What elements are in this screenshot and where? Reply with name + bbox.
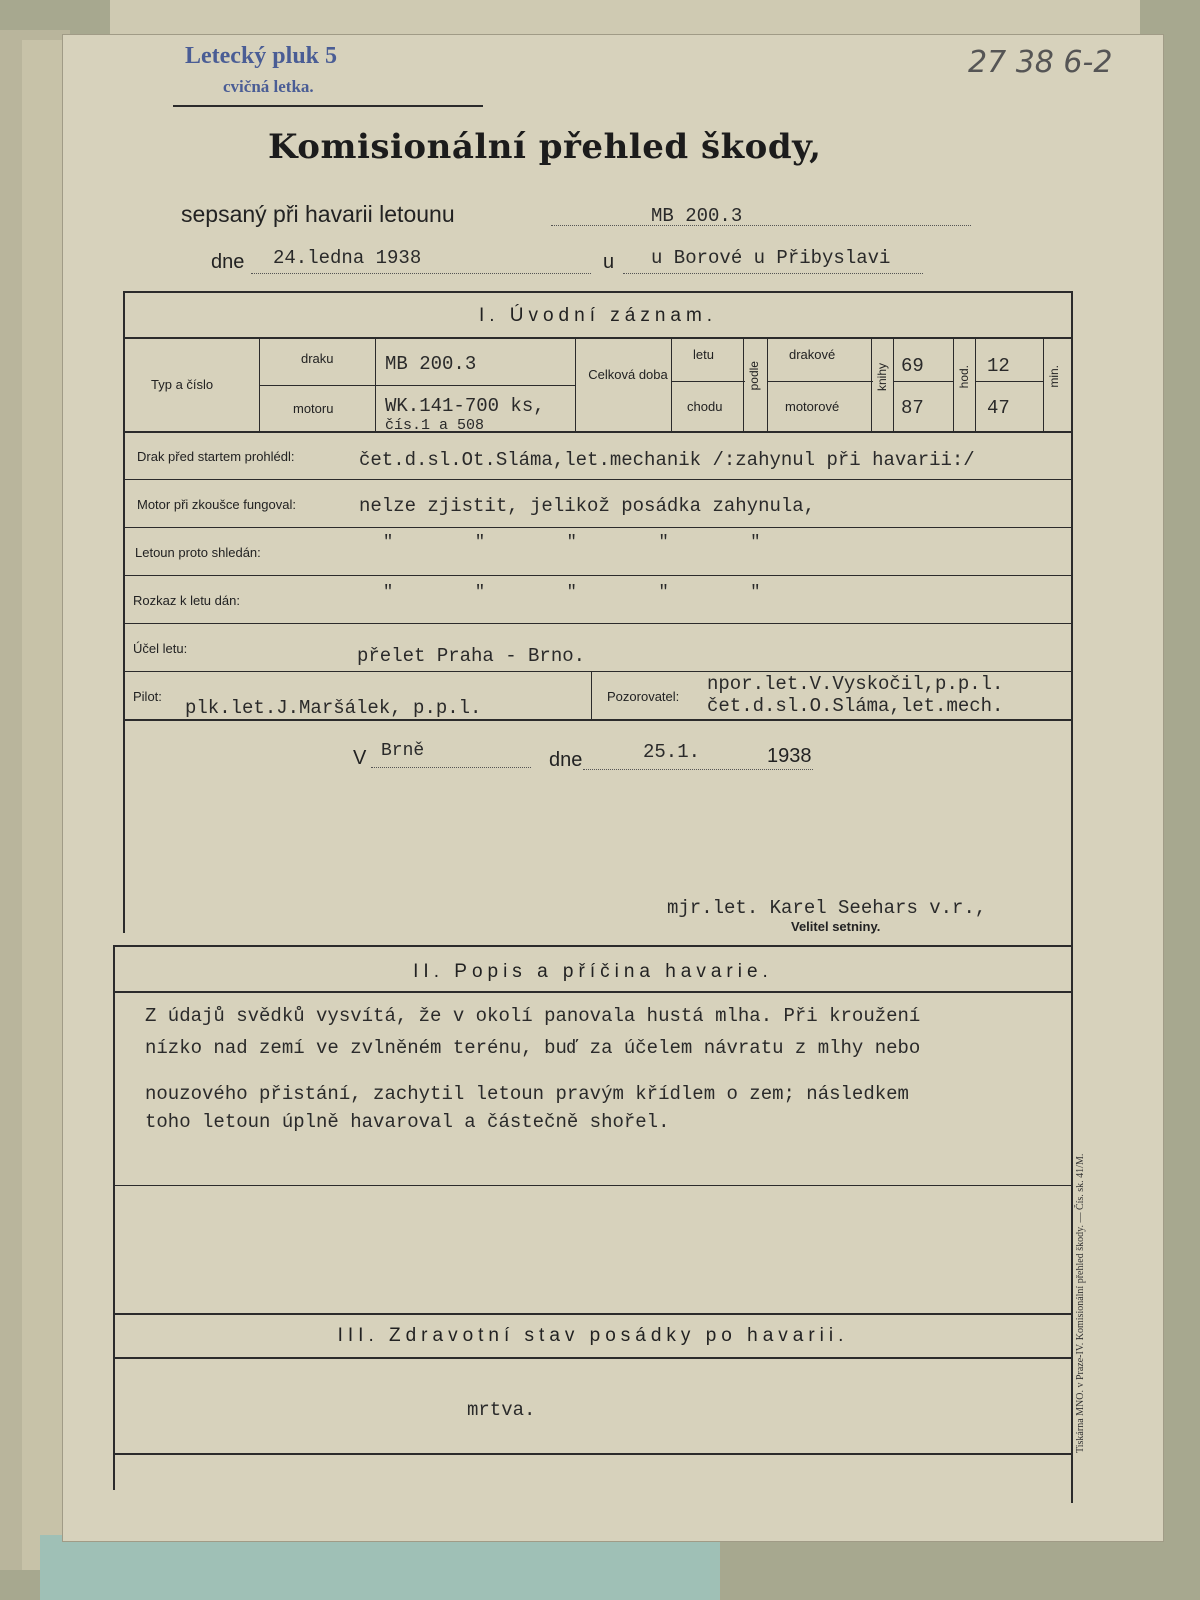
signer-role: Velitel setniny.: [791, 919, 881, 934]
knihy-label: knihy: [875, 363, 889, 392]
place-dots: [623, 273, 923, 274]
sign-place-dots: [371, 767, 531, 768]
min-col-line: [1043, 339, 1044, 431]
heading-rule-3: [113, 1357, 1071, 1359]
place-prefix: V: [353, 747, 367, 769]
description-line-3: nouzového přistání, zachytil letoun pravým křídlem o zem; následkem: [145, 1083, 909, 1105]
hod-col-line: [953, 339, 954, 431]
description-line-2: nízko nad zemí ve zvlněném terénu, buď za účelem návratu z mlhy nebo: [145, 1037, 921, 1059]
row-rule-6: [123, 719, 1073, 721]
hod-label: hod.: [957, 365, 971, 389]
section-3-heading: III. Zdravotní stav posádky po havarii.: [337, 1325, 849, 1346]
sign-date-label: dne: [549, 749, 583, 771]
type-label: Typ a číslo: [151, 377, 214, 392]
unit-stamp: Letecký pluk 5: [185, 43, 338, 69]
subtitle-dots: [551, 225, 971, 226]
observer-label: Pozorovatel:: [607, 689, 680, 704]
letu-label: letu: [693, 347, 714, 362]
row-rule-2: [123, 527, 1073, 528]
total-col-line: [575, 339, 576, 431]
row-motor-value: nelze zjistit, jelikož posádka zahynula,: [359, 495, 816, 517]
file-mark: 27 38 6-2: [968, 45, 1113, 80]
pilot-value: plk.let.J.Maršálek, p.p.l.: [185, 697, 482, 719]
frame-bottom: [113, 1453, 1071, 1455]
knihy-col-line: [871, 339, 872, 431]
heading-rule-2: [113, 991, 1071, 993]
drakove-mid-line: [767, 381, 873, 382]
total-time-label: Celková doba: [588, 367, 668, 382]
frame-left-2: [113, 945, 115, 1490]
sign-date: 25.1.: [643, 741, 701, 763]
letu-mid-line: [671, 381, 745, 382]
motor-minutes: 47: [987, 397, 1010, 419]
drak-minutes: 12: [987, 355, 1010, 377]
chodu-label: chodu: [687, 399, 723, 414]
subtitle-label: sepsaný při havarii letounu: [181, 201, 455, 227]
frame-top: [123, 291, 1073, 293]
observer-value-1: npor.let.V.Vyskočil,p.p.l.: [707, 673, 1004, 695]
sign-place: Brně: [381, 741, 425, 761]
pilot-label: Pilot:: [133, 689, 162, 704]
hours-mid-line: [893, 381, 953, 382]
row-rozkaz-label: Rozkaz k letu dán:: [133, 593, 240, 608]
section-1-heading: I. Úvodní záznam.: [478, 305, 718, 326]
frame-left-1: [123, 291, 125, 933]
green-folder-edge: [40, 1535, 720, 1600]
row-motor-label: Motor při zkoušce fungoval:: [137, 497, 296, 512]
motoru-value: WK.141-700 ks,: [385, 395, 545, 417]
aircraft-value: MB 200.3: [651, 205, 743, 227]
place-value: u Borové u Přibyslavi: [651, 247, 891, 269]
row-rule-5: [123, 671, 1073, 672]
pilot-divider: [591, 671, 592, 719]
type-block-bottom: [123, 431, 1073, 433]
printer-note: Tiskárna MNO. v Praze-IV. Komisionální přehled škody. — Čís. sk. 41/M.: [1075, 1153, 1086, 1453]
row-rozkaz-value: " " " " ": [383, 583, 761, 602]
crew-status-value: mrtva.: [467, 1399, 536, 1421]
row-rule-4: [123, 623, 1073, 624]
letu-col-line: [671, 339, 672, 431]
row-drak-value: čet.d.sl.Ot.Sláma,let.mechanik /:zahynul při havarii:/: [359, 449, 975, 471]
minutes-mid-line: [975, 381, 1043, 382]
date-value: 24.ledna 1938: [273, 247, 422, 269]
frame-right-2: [1071, 931, 1073, 1503]
draku-value: MB 200.3: [385, 353, 477, 375]
row-rule-3: [123, 575, 1073, 576]
row-drak-label: Drak před startem prohlédl:: [137, 449, 295, 464]
left-paper-edge: [22, 40, 63, 1570]
motoru-value-2: čís.1 a 508: [385, 417, 485, 431]
date-dots: [251, 273, 591, 274]
draku-label: draku: [301, 351, 334, 366]
minutes-col-line: [975, 339, 976, 431]
unit-sub-stamp: cvičná letka.: [223, 77, 314, 96]
row-ucel-value: přelet Praha - Brno.: [357, 645, 586, 667]
document-title: Komisionální přehled škody,: [268, 127, 822, 167]
stamp-underline: [173, 105, 483, 107]
motorove-label: motorové: [785, 399, 840, 414]
frame-right-1: [1071, 291, 1073, 933]
place-label: u: [603, 251, 615, 273]
row-letoun-label: Letoun proto shledán:: [135, 545, 261, 560]
drakove-col-line: [767, 339, 768, 431]
section-2-heading: II. Popis a příčina havarie.: [413, 961, 773, 982]
row-letoun-value: " " " " ": [383, 533, 761, 552]
motor-hours: 87: [901, 397, 924, 419]
date-label: dne: [211, 251, 245, 273]
description-line-4: toho letoun úplně havaroval a částečně shořel.: [145, 1111, 670, 1133]
row-rule-1: [123, 479, 1073, 480]
document-page: [62, 34, 1164, 1542]
section-2-top: [113, 945, 1071, 947]
section-3-top: [113, 1313, 1071, 1315]
drakove-label: drakové: [789, 347, 836, 362]
drak-hours: 69: [901, 355, 924, 377]
hours-col-line: [893, 339, 894, 431]
type-mid-line: [259, 385, 575, 386]
min-label: min.: [1047, 365, 1061, 388]
motoru-label: motoru: [293, 401, 334, 416]
podle-col-line: [743, 339, 744, 431]
signer: mjr.let. Karel Seehars v.r.,: [667, 897, 987, 919]
podle-label: podle: [747, 361, 761, 391]
section-2-inner-rule: [113, 1185, 1071, 1186]
row-ucel-label: Účel letu:: [133, 641, 188, 656]
heading-rule-1: [123, 337, 1073, 339]
sign-year: 1938: [767, 745, 812, 767]
observer-value-2: čet.d.sl.O.Sláma,let.mech.: [707, 695, 1004, 717]
sign-date-dots: [583, 769, 813, 770]
description-line-1: Z údajů svědků vysvítá, že v okolí panovala hustá mlha. Při kroužení: [145, 1005, 921, 1027]
